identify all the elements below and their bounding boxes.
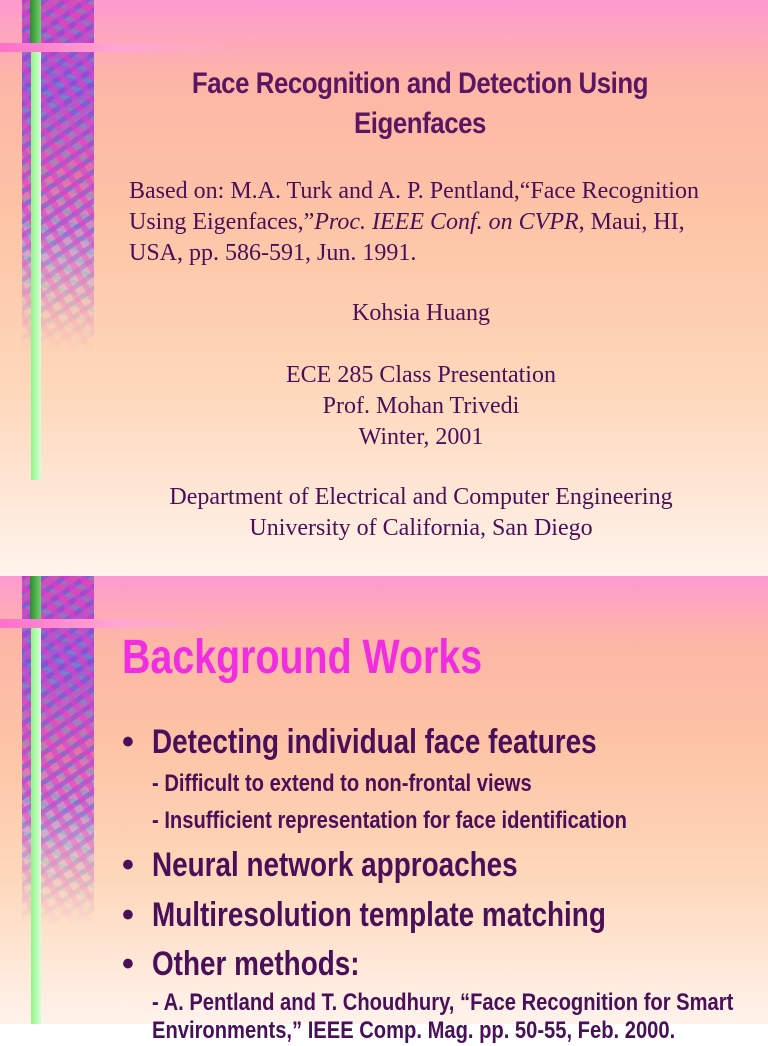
decorative-strip	[0, 0, 100, 576]
green-bar-top	[30, 576, 41, 624]
bullet-dot: •	[122, 896, 134, 934]
bullet-text: Multiresolution template matching	[152, 896, 606, 934]
department-info	[100, 482, 742, 544]
background-works-slide	[0, 576, 768, 1044]
bullet-item	[122, 722, 694, 762]
decorative-strip	[0, 576, 100, 1024]
bullet-dot: •	[122, 846, 134, 884]
bullet-text: Neural network approaches	[152, 846, 518, 884]
citation-prefix: Based on: M.A. Turk and A. P. Pentland,“Face Recognition Using Eigenfaces,”	[129, 178, 699, 235]
bullet-dot: •	[122, 723, 134, 761]
bullet-text: Other methods:	[152, 945, 360, 983]
course-term: Winter, 2001	[358, 424, 484, 450]
slide-heading: Background Works	[122, 631, 483, 684]
green-vertical-bar	[31, 48, 41, 480]
university-name: University of California, San Diego	[249, 515, 593, 541]
author-name-text: Kohsia Huang	[352, 300, 490, 326]
slide-title-line-1: Face Recognition and Detection Using	[191, 67, 649, 100]
citation-suffix: , Maui, HI, USA, pp. 586-591, Jun. 1991.	[129, 209, 685, 266]
sub-item: Environments,” IEEE Comp. Mag. pp. 50-55, Feb. 2000.	[152, 1017, 676, 1044]
course-name: ECE 285 Class Presentation	[286, 362, 556, 388]
slide-title-line-2: Eigenfaces	[354, 107, 486, 140]
green-bar-top	[30, 0, 41, 48]
bullet-text: Detecting individual face features	[152, 723, 597, 761]
pink-horizontal-bar	[0, 43, 232, 52]
sub-item: - Insufficient representation for face identification	[152, 807, 627, 834]
sub-item: - Difficult to extend to non-frontal views	[152, 770, 532, 797]
department-name: Department of Electrical and Computer Engineering	[169, 484, 673, 510]
bullet-item	[122, 944, 405, 984]
pink-horizontal-bar	[0, 619, 232, 628]
reference-citation	[129, 176, 709, 269]
slide-title	[145, 64, 695, 144]
instructor-name: Prof. Mohan Trivedi	[322, 393, 520, 419]
author-name	[100, 298, 742, 329]
citation-venue: Proc. IEEE Conf. on CVPR	[314, 209, 579, 235]
bullet-item	[122, 845, 598, 885]
course-info	[100, 360, 742, 453]
sub-item: - A. Pentland and T. Choudhury, “Face Recognition for Smart	[152, 989, 734, 1016]
green-vertical-bar	[31, 624, 41, 1024]
bullet-item	[122, 895, 705, 935]
bullet-dot: •	[122, 945, 134, 983]
